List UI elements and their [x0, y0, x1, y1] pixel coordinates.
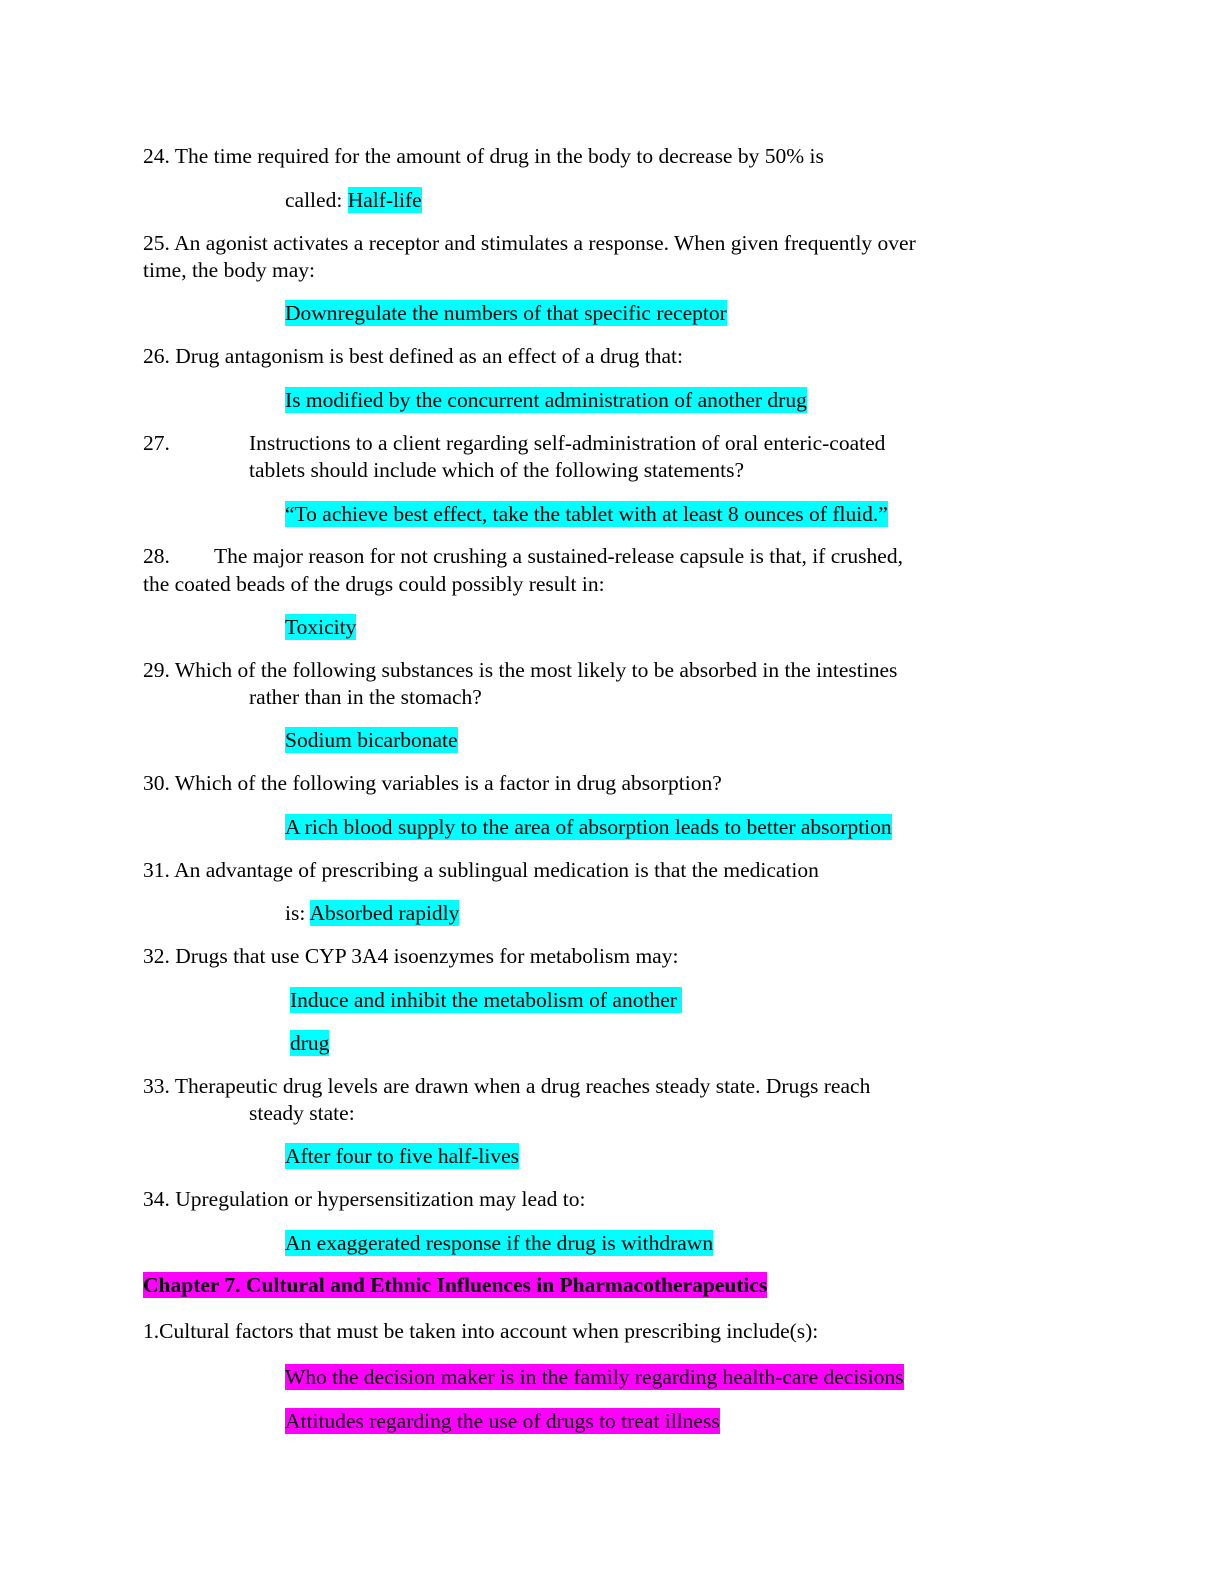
question-30-answer: A rich blood supply to the area of absorption leads to better absorption: [285, 815, 892, 839]
question-27-text-line2: tablets should include which of the following statements?: [249, 458, 744, 482]
question-32-answer-line: [290, 987, 682, 1014]
question-24-text: 24. The time required for the amount of drug in the body to decrease by 50% is: [143, 144, 824, 168]
question-27-answer-line: [285, 501, 888, 528]
question-27-text: Instructions to a client regarding self-administration of oral enteric-coated: [249, 431, 886, 455]
chapter-7-question-1-answer-line: [285, 1364, 904, 1391]
chapter-7-heading-line: [143, 1272, 767, 1299]
question-29-answer-line: [285, 727, 458, 754]
chapter-7-heading: Chapter 7. Cultural and Ethnic Influences in Pharmacotherapeutics: [143, 1273, 768, 1297]
question-32-text: 32. Drugs that use CYP 3A4 isoenzymes for metabolism may:: [143, 944, 679, 968]
question-27-number: 27.: [143, 431, 170, 455]
question-29-text-line2: rather than in the stomach?: [249, 685, 482, 709]
question-27-answer: “To achieve best effect, take the tablet with at least 8 ounces of fluid.”: [285, 502, 888, 526]
question-31-text: 31. An advantage of prescribing a sublingual medication is that the medication: [143, 858, 819, 882]
question-29-answer: Sodium bicarbonate: [285, 728, 458, 752]
chapter-7-question-1-answer-line2: [285, 1408, 720, 1435]
question-26-answer: Is modified by the concurrent administration of another drug: [285, 388, 807, 412]
question-33-text-line2: steady state:: [249, 1101, 355, 1125]
question-31-prefix: is:: [285, 901, 310, 925]
question-31-answer: Absorbed rapidly: [309, 901, 460, 925]
question-33-text: 33. Therapeutic drug levels are drawn when a drug reaches steady state. Drugs reach: [143, 1074, 871, 1098]
question-34-answer-line: [285, 1230, 713, 1257]
question-32-answer: Induce and inhibit the metabolism of another: [290, 988, 683, 1012]
question-28-number: 28.: [143, 544, 170, 568]
question-28-text-line2: the coated beads of the drugs could possibly result in:: [143, 572, 605, 596]
question-33-answer-line: [285, 1143, 519, 1170]
question-29-text: 29. Which of the following substances is the most likely to be absorbed in the intestines: [143, 658, 898, 682]
question-28-answer-line: [285, 614, 356, 641]
question-24-prefix: called:: [285, 188, 348, 212]
question-25-answer-line: [285, 300, 727, 327]
question-25-answer: Downregulate the numbers of that specific receptor: [285, 301, 727, 325]
question-26-answer-line: [285, 387, 807, 414]
question-32-answer-line2: [290, 1030, 329, 1057]
question-30-answer-line: [285, 814, 892, 841]
chapter-7-question-1-answer-1: Who the decision maker is in the family regarding health-care decisions: [285, 1365, 904, 1389]
question-28-text: The major reason for not crushing a sustained-release capsule is that, if crushed,: [214, 544, 903, 568]
question-32-answer-cont: drug: [290, 1031, 330, 1055]
question-24-answer: Half-life: [347, 188, 422, 212]
question-25-text: 25. An agonist activates a receptor and stimulates a response. When given frequently over: [143, 231, 916, 255]
question-25-text-line2: time, the body may:: [143, 258, 315, 282]
question-34-answer: An exaggerated response if the drug is withdrawn: [285, 1231, 714, 1255]
question-31-answer-line: [285, 900, 459, 927]
chapter-7-question-1-text: 1.Cultural factors that must be taken into account when prescribing include(s):: [143, 1319, 819, 1343]
question-28-answer: Toxicity: [285, 615, 357, 639]
question-30-text: 30. Which of the following variables is a factor in drug absorption?: [143, 771, 722, 795]
question-33-answer: After four to five half-lives: [285, 1144, 520, 1168]
question-24-answer-line: [285, 187, 422, 214]
question-34-text: 34. Upregulation or hypersensitization may lead to:: [143, 1187, 586, 1211]
chapter-7-question-1-answer-2: Attitudes regarding the use of drugs to treat illness: [285, 1409, 720, 1433]
question-26-text: 26. Drug antagonism is best defined as an effect of a drug that:: [143, 344, 683, 368]
